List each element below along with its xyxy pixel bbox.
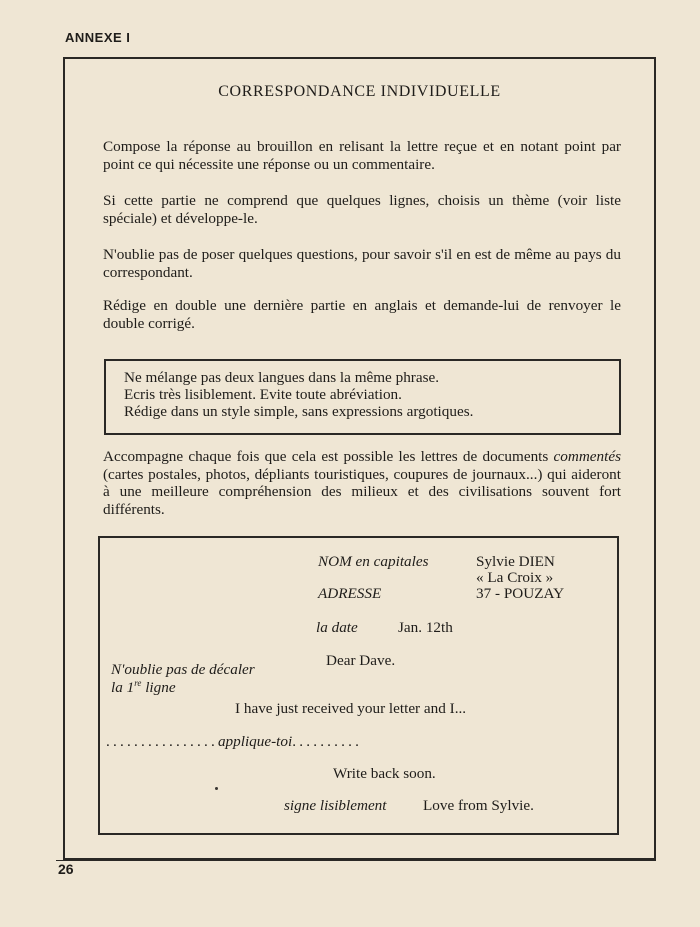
indent-note-suffix: ligne [141,679,176,697]
date-value: Jan. 12th [398,619,453,636]
date-label: la date [316,619,358,636]
paragraph-questions: N'oublie pas de poser quelques questions, pour savoir s'il en est de même au pays du correspondant. [103,246,621,281]
apply-line [106,733,362,751]
closing-line: Write back soon. [333,765,436,782]
paragraph-documents [103,448,621,518]
paragraph-theme: Si cette partie ne comprend que quelques lignes, choisis un thème (voir liste spéciale) et développe-le. [103,192,621,227]
dotted-leader-right: .......... [292,733,363,750]
documents-text-emphasis: commentés [553,448,622,465]
documents-text-start: Accompagne chaque fois que cela est possible les lettres de documents [103,448,549,465]
indent-note-superscript: re [134,678,142,688]
apply-note: applique-toi [217,733,293,750]
indent-note-prefix: la 1 [111,679,135,697]
indent-note-line-1: N'oublie pas de décaler [111,661,255,678]
letter-first-line: I have just received your letter and I... [235,700,467,717]
signature: Love from Sylvie. [423,797,534,814]
rule-line: Rédige dans un style simple, sans expressions argotiques. [124,403,474,420]
address-line-1: « La Croix » [476,569,554,586]
address-line-2: 37 - POUZAY [476,585,565,602]
annex-heading: ANNEXE I [65,30,131,45]
paragraph-draft: Compose la réponse au brouillon en relisant la lettre reçue et en notant point par point ce qui nécessite une réponse ou un commentaire. [103,138,621,173]
dotted-leader-left: ................ [106,733,218,750]
page-number: 26 [58,861,74,877]
name-value: Sylvie DIEN [476,553,555,570]
name-label: NOM en capitales [318,553,429,570]
indent-note-line-2 [111,678,176,697]
documents-text-end: (cartes postales, photos, dépliants touristiques, coupures de journaux...) qui aideront à une meilleure compréhension des milieux et des civilisations souvent fort différents. [103,465,621,518]
rule-line: Ne mélange pas deux langues dans la même phrase. [124,369,440,386]
greeting: Dear Dave. [326,652,396,669]
footer-rule [56,860,656,861]
rule-line: Ecris très lisiblement. Evite toute abréviation. [124,386,402,403]
address-label: ADRESSE [318,585,382,602]
print-speck [215,787,218,790]
page-title: CORRESPONDANCE INDIVIDUELLE [218,83,501,100]
sign-label: signe lisiblement [284,797,387,814]
paragraph-english: Rédige en double une dernière partie en anglais et demande-lui de renvoyer le double corrigé. [103,297,621,332]
